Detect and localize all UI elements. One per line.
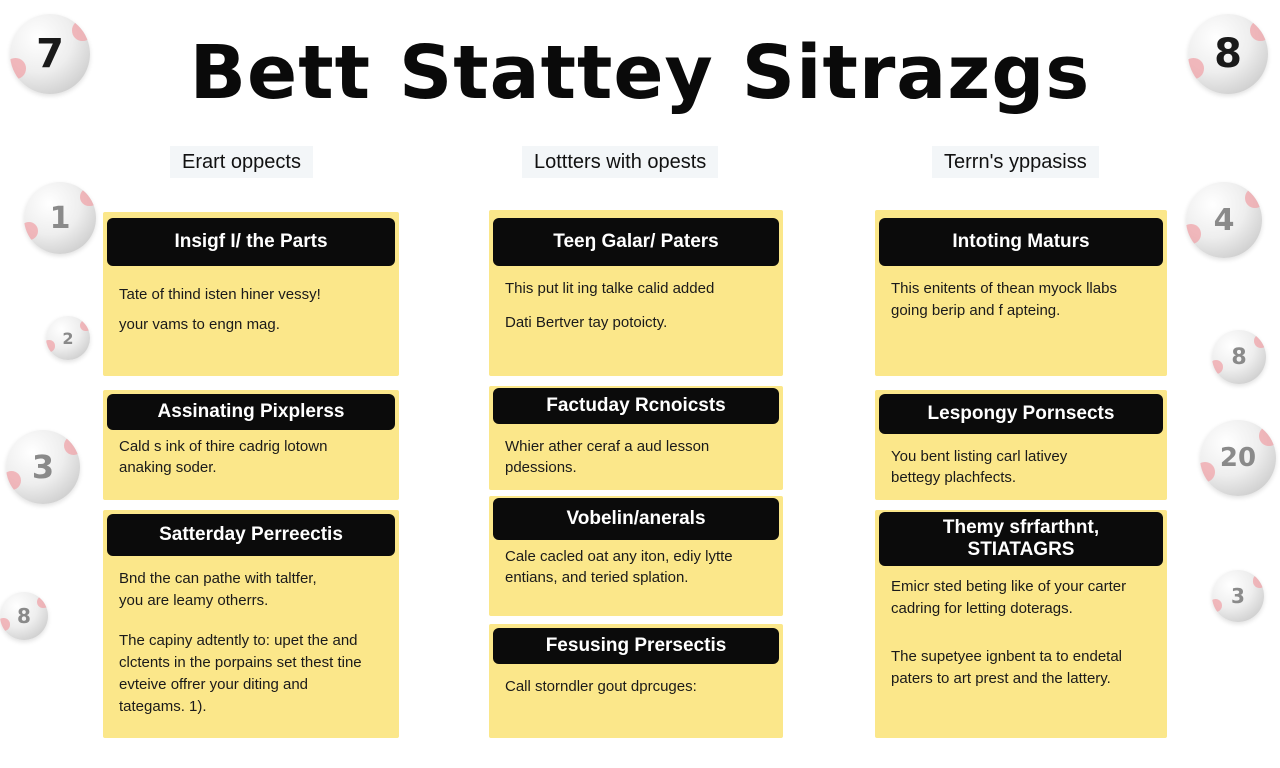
- column-heading-1: Erart oppects: [170, 146, 313, 178]
- lottery-ball-icon: 4: [1186, 182, 1262, 258]
- card-text: This put lit ing talke calid added: [505, 280, 715, 297]
- lottery-ball-icon: 3: [1212, 570, 1264, 622]
- column-heading-2: Lottters with opests: [522, 146, 718, 178]
- title-word-3: Sitrazgs: [741, 30, 1091, 116]
- card-text: The supetyee ignbent ta to endetal: [891, 648, 1123, 665]
- card-text: Whier ather ceraf a aud lesson: [505, 438, 710, 455]
- card-text: clctents in the porpains set thest tine: [119, 654, 362, 671]
- lottery-ball-icon: 8: [0, 592, 48, 640]
- lottery-ball-icon: 3: [6, 430, 80, 504]
- strategy-card: [103, 390, 399, 500]
- strategy-card: [489, 624, 783, 738]
- card-text: Bnd the can pathe with taltfer,: [119, 570, 317, 587]
- strategy-card: [875, 510, 1167, 738]
- strategy-card: [489, 496, 783, 616]
- card-title: Intoting Maturs: [879, 218, 1163, 266]
- card-title: Fesusing Prersectis: [493, 628, 779, 664]
- card-title: Lespongy Pornsects: [879, 394, 1163, 434]
- column-heading-3: Terrn's yppasiss: [932, 146, 1099, 178]
- lottery-ball-icon: 1: [24, 182, 96, 254]
- lottery-ball-icon: 2: [46, 316, 90, 360]
- card-text: going berip and f apteing.: [891, 302, 1061, 319]
- lottery-ball-icon: 20: [1200, 420, 1276, 496]
- card-text: you are leamy otherrs.: [119, 592, 269, 609]
- lottery-ball-icon: 8: [1212, 330, 1266, 384]
- title-word-1: Bett: [189, 30, 371, 116]
- strategy-card: [103, 510, 399, 738]
- card-text: cadring for letting doterags.: [891, 600, 1073, 617]
- card-text: your vams to engn mag.: [119, 316, 280, 333]
- card-text: Dati Bertver tay potoicty.: [505, 314, 668, 331]
- strategy-card: [103, 212, 399, 376]
- card-text: tategams. 1).: [119, 698, 207, 715]
- card-text: Call storndler gout dprcuges:: [505, 678, 697, 695]
- card-text: This enitents of thean myock llabs: [891, 280, 1117, 297]
- main-title: [0, 28, 1280, 118]
- card-title: Insigf I/ the Parts: [107, 218, 395, 266]
- card-text: Tate of thind isten hiner vessy!: [119, 286, 321, 303]
- card-title: [879, 512, 1163, 566]
- card-title: Assinating Pixplerss: [107, 394, 395, 430]
- card-text: pdessions.: [505, 459, 577, 476]
- card-text: The capiny adtently to: upet the and: [119, 632, 358, 649]
- card-title: Teeŋ Galar/ Paters: [493, 218, 779, 266]
- card-title: Vobelin/anerals: [493, 498, 779, 540]
- lottery-ball-icon: 8: [1188, 14, 1268, 94]
- card-text: paters to art prest and the lattery.: [891, 670, 1111, 687]
- strategy-card: [875, 210, 1167, 376]
- card-text: evteive offrer your diting and: [119, 676, 309, 693]
- card-text: Cald s ink of thire cadrig lotown: [119, 438, 328, 455]
- card-title-line-2: STIATAGRS: [967, 539, 1075, 560]
- card-text: bettegy plachfects.: [891, 469, 1017, 486]
- card-title: Satterday Perreectis: [107, 514, 395, 556]
- card-title-line-1: Themy sfrfarthnt,: [942, 517, 1100, 538]
- card-text: Cale cacled oat any iton, ediy lytte: [505, 548, 733, 565]
- strategy-card: [489, 210, 783, 376]
- strategy-card: [489, 386, 783, 490]
- strategy-card: [875, 390, 1167, 500]
- title-word-2: Stattey: [399, 30, 714, 116]
- lottery-ball-icon: 7: [10, 14, 90, 94]
- card-text: Emicr sted beting like of your carter: [891, 578, 1127, 595]
- card-text: anaking soder.: [119, 459, 217, 476]
- card-text: You bent listing carl lativey: [891, 448, 1068, 465]
- card-text: entians, and teried splation.: [505, 569, 689, 586]
- card-title: Factuday Rcnoicsts: [493, 388, 779, 424]
